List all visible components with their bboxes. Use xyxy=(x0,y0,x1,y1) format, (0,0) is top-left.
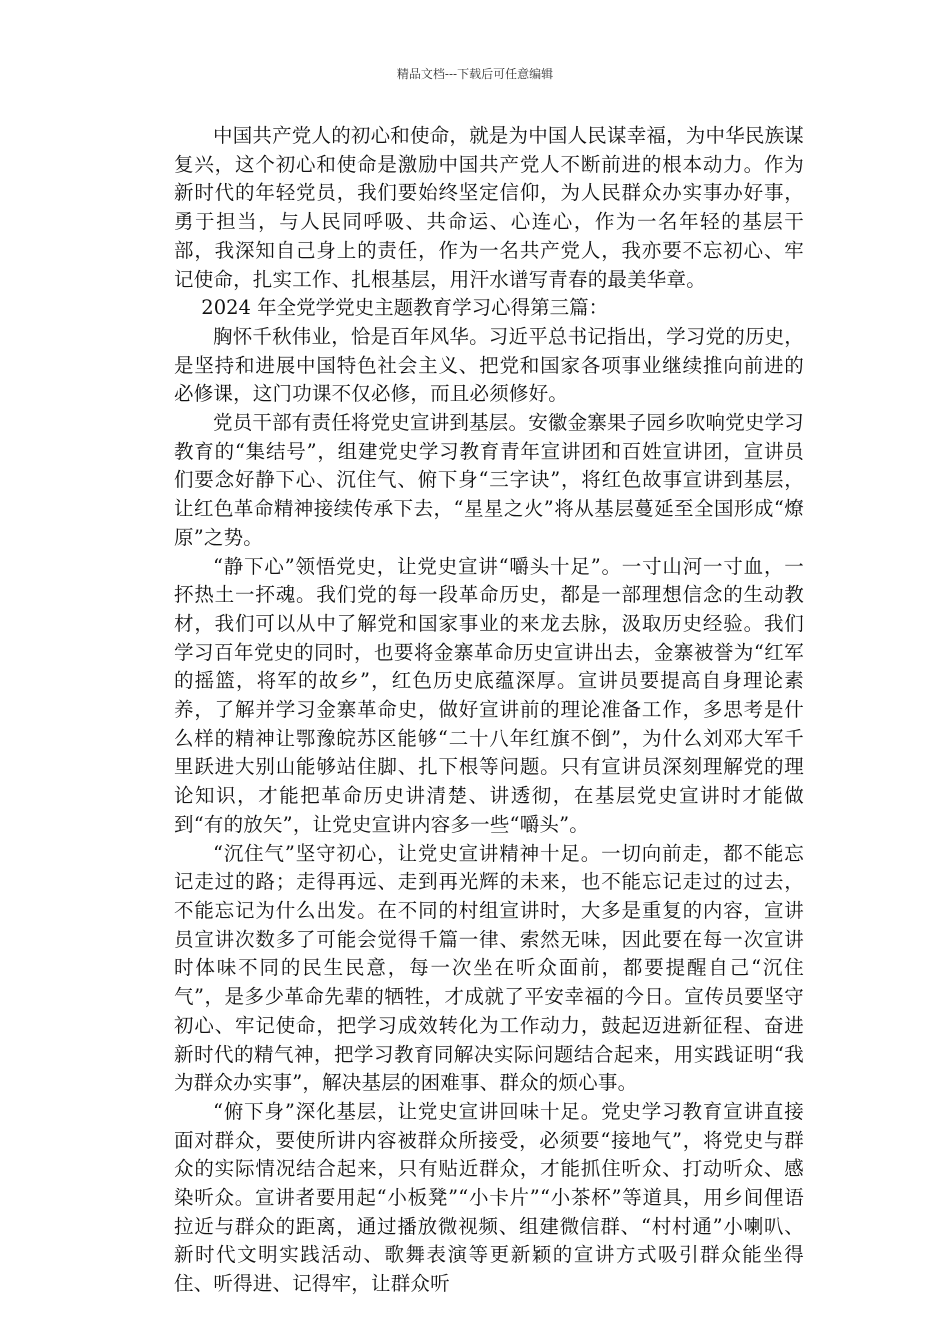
paragraph-2: 胸怀千秋伟业，恰是百年风华。习近平总书记指出，学习党的历史，是坚持和进展中国特色社会主义、把党和国家各项事业继续推向前进的必修课，这门功课不仅必修，而且必须修好。 xyxy=(174,324,805,406)
section-title: 2024 年全党学党史主题教育学习心得第三篇： xyxy=(201,296,609,320)
paragraph-1: 中国共产党人的初心和使命，就是为中国人民谋幸福，为中华民族谋复兴，这个初心和使命是激励中国共产党人不断前进的根本动力。作为新时代的年轻党员，我们要始终坚定信仰，为人民群众办实事办好事，勇于担当，与人民同呼吸、共命运、心连心，作为一名年轻的基层干部，我深知自己身上的责任，作为一名共产党人，我亦要不忘初心、牢记使命，扎实工作、扎根基层，用汗水谱写青春的最美华章。 xyxy=(174,124,805,291)
paragraph-4: “静下心”领悟党史，让党史宣讲“嚼头十足”。一寸山河一寸血，一抔热土一抔魂。我们党的每一段革命历史，都是一部理想信念的生动教材，我们可以从中了解党和国家事业的来龙去脉，汲取历史经验。我们学习百年党史的同时，也要将金寨革命历史宣讲出去，金寨被誉为“红军的摇篮，将军的故乡”，红色历史底蕴深厚。宣讲员要提高自身理论素养，了解并学习金寨革命史，做好宣讲前的理论准备工作，多思考是什么样的精神让鄂豫皖苏区能够“二十八年红旗不倒”，为什么刘邓大军千里跃进大别山能够站住脚、扎下根等问题。只有宣讲员深刻理解党的理论知识，才能把革命历史讲清楚、讲透彻，在基层党史宣讲时才能做到“有的放矢”，让党史宣讲内容多一些“嚼头”。 xyxy=(174,554,804,836)
paragraph-3: 党员干部有责任将党史宣讲到基层。安徽金寨果子园乡吹响党史学习教育的“集结号”，组建党史学习教育青年宣讲团和百姓宣讲团，宣讲员们要念好静下心、沉住气、俯下身“三字诀”，将红色故事宣讲到基层，让红色革命精神接续传承下去，“星星之火”将从基层蔓延至全国形成“燎原”之势。 xyxy=(174,411,805,549)
paragraph-5: “沉住气”坚守初心，让党史宣讲精神十足。一切向前走，都不能忘记走过的路；走得再远、走到再光辉的未来，也不能忘记走过的过去，不能忘记为什么出发。在不同的村组宣讲时，大多是重复的内容，宣讲员宣讲次数多了可能会觉得千篇一律、索然无味，因此要在每一次宣讲时体味不同的民生民意，每一次坐在听众面前，都要提醒自己“沉住气”，是多少革命先辈的牺牲，才成就了平安幸福的今日。宣传员要坚守初心、牢记使命，把学习成效转化为工作动力，鼓起迈进新征程、奋进新时代的精气神，把学习教育同解决实际问题结合起来，用实践证明“我为群众办实事”，解决基层的困难事、群众的烦心事。 xyxy=(174,841,804,1095)
paragraph-6: “俯下身”深化基层，让党史宣讲回味十足。党史学习教育宣讲直接面对群众，要使所讲内容被群众所接受，必须要“接地气”，将党史与群众的实际情况结合起来，只有贴近群众，才能抓住听众、打动听众、感染听众。宣讲者要用起“小板凳”“小卡片”“小茶杯”等道具，用乡间俚语拉近与群众的距离，通过播放微视频、组建微信群、“村村通”小喇叭、新时代文明实践活动、歌舞表演等更新颖的宣讲方式吸引群众能坐得住、听得进、记得牢，让群众听 xyxy=(174,1099,804,1296)
document-body xyxy=(174,122,804,1299)
page-header: 精品文档---下载后可任意编辑 xyxy=(396,67,554,81)
